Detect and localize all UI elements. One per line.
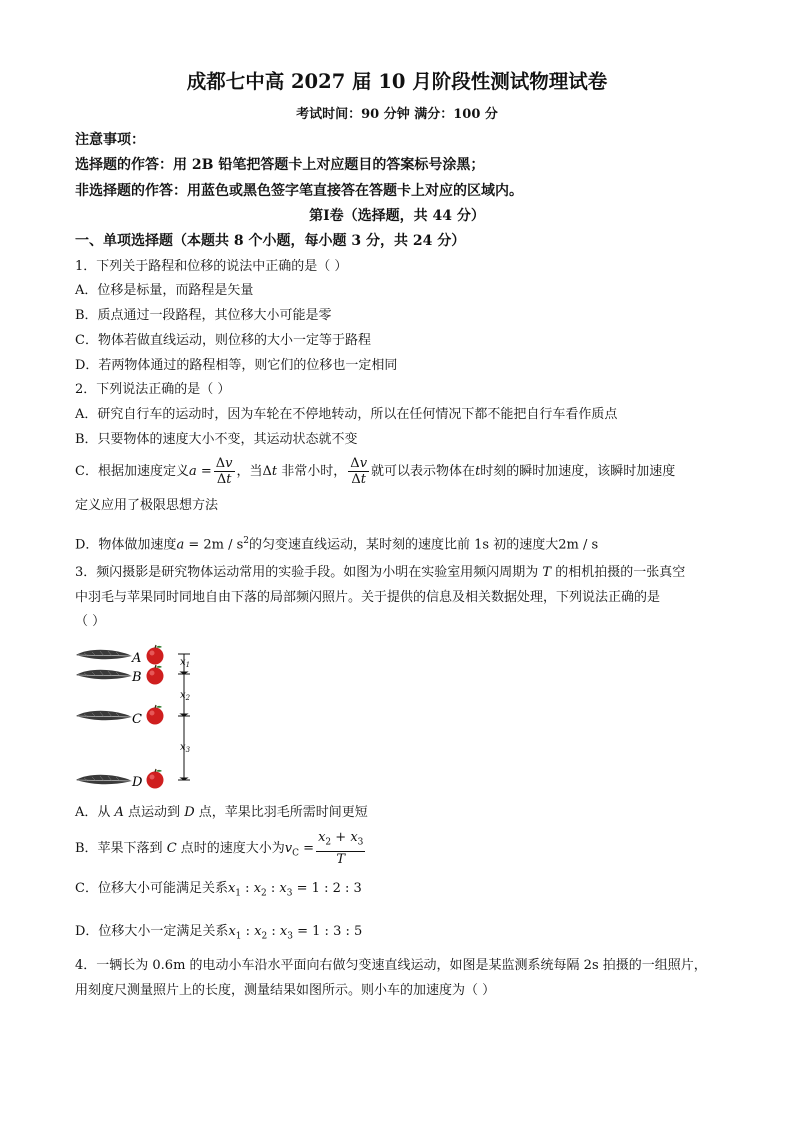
q3-line-1: 3．频闪摄影是研究物体运动常用的实验手段。如图为小明在实验室用频闪周期为 T 的相机拍摄的一张真空 [75,565,686,580]
part1-heading: 第Ⅰ卷（选择题，共 44 分） [309,208,485,224]
q3-d-text: D．位移大小一定满足关系 [75,924,229,939]
notes-line-1: 选择题的作答：用 2B 铅笔把答题卡上对应题目的答案标号涂黑； [75,157,485,173]
q4-line-2: 用刻度尺测量照片上的长度，测量结果如图所示。则小车的加速度为（ ） [75,983,496,998]
q2-option-c-line2: 定义应用了极限思想方法 [75,498,219,513]
x3-label: $x_3$ [180,742,191,754]
q3-line1-pre: 3．频闪摄影是研究物体运动常用的实验手段。如图为小明在实验室用频闪周期为 [75,565,539,580]
q3-line-3: （ ） [75,614,106,629]
displacement-markers [178,654,190,780]
q3-line1-post: 的相机拍摄的一张真空 [555,565,686,580]
q2-option-c: C．根据加速度定义a = $\frac{\Delta v}{\Delta t}$ ，当Δt 非常小时， $\frac{\Delta v}{\Delta t}$ 就可以表示物体在t时刻的瞬时加速度，该瞬时加速度 [75,456,676,487]
q3-b-post: 点时的速度大小为 [180,840,285,856]
q3-option-d: D．位移大小一定满足关系$x_1$ : $x_2$ : $x_3 = 1$ : 3 : 5 [75,924,363,942]
q1-option-c: C．物体若做直线运动，则位移的大小一定等于路程 [75,333,371,348]
label-a: A [132,651,142,666]
frame-d [76,769,164,790]
velocity-c-fraction: $\frac{x_2 + x_3}{T}$ [318,830,364,867]
exam-subtitle: 考试时间：90 分钟 满分：100 分 [296,107,498,122]
q2-option-b: B．只要物体的速度大小不变，其运动状态就不变 [75,432,358,447]
q2-stem: 2．下列说法正确的是（ ） [75,382,231,397]
q2-c-pre: C．根据加速度定义 [75,464,189,479]
q3-b-pre: B．苹果下落到 [75,840,163,856]
x1-label: $x_1$ [180,657,191,669]
frame-b [76,665,164,685]
q3-c-ratio: = 1 : 2 : 3 [296,881,362,896]
q3-c-text: C．位移大小可能满足关系 [75,881,228,896]
q3-option-c: C．位移大小可能满足关系$x_1$ : $x_2$ : $x_3 = 1$ : 2 : 3 [75,881,362,899]
q3-a-mid: 点运动到 [128,805,181,820]
label-c: C [132,712,142,727]
strobe-photo-figure [70,638,210,798]
q3-line-2: 中羽毛与苹果同时同地自由下落的局部频闪照片。关于提供的信息及相关数据处理，下列说法正确的是 [75,590,661,605]
exam-title: 成都七中高 2027 届 10 月阶段性测试物理试卷 [186,70,608,93]
q2-d-val: 2m / s [558,537,599,553]
q1-option-b: B．质点通过一段路程，其位移大小可能是零 [75,308,332,323]
frame-a [76,645,164,666]
q3-d-ratio: = 1 : 3 : 5 [297,924,363,939]
q3-a-post: 点，苹果比羽毛所需时间更短 [198,805,368,820]
label-b: B [132,670,142,685]
q2-option-d: D．物体做加速度$a = 2m / s^2$的匀变速直线运动，某时刻的速度比前 1s 初的速度大2m / s [75,536,599,553]
q2-c-mid3: 就可以表示物体在 [371,464,476,479]
q1-option-d: D．若两物体通过的路程相等，则它们的位移也一定相同 [75,358,398,373]
q2-option-a: A．研究自行车的运动时，因为车轮在不停地转动，所以在任何情况下都不能把自行车看作质点 [75,407,618,422]
q2-c-mid1: ，当 [236,464,263,479]
q4-line-1: 4．一辆长为 0.6m 的电动小车沿水平面向右做匀变速直线运动，如图是某监测系统每隔 2s 拍摄的一组照片， [75,958,707,973]
q2-d-pre: D．物体做加速度 [75,537,177,553]
q1-option-a: A．位移是标量，而路程是矢量 [75,283,254,298]
q2-c-post: 时刻的瞬时加速度，该瞬时加速度 [480,464,676,479]
q2-c-mid2: 非常小时， [281,464,347,479]
q3-a-pre: A．从 [75,805,111,820]
notes-line-2: 非选择题的作答：用蓝色或黑色签字笔直接答在答题卡上对应的区域内。 [75,183,523,199]
label-d: D [132,775,143,790]
frame-c [76,705,164,727]
q2-d-mid: 的匀变速直线运动，某时刻的速度比前 1s 初的速度大 [249,537,559,553]
q3-option-a: A．从 A 点运动到 D 点，苹果比羽毛所需时间更短 [75,805,368,820]
q1-stem: 1．下列关于路程和位移的说法中正确的是（ ） [75,259,348,274]
accel-fraction: $\frac{\Delta v}{\Delta t}$ [350,456,368,487]
notes-heading: 注意事项： [75,132,145,148]
x2-label: $x_2$ [180,690,191,702]
accel-definition-fraction: $\frac{\Delta v}{\Delta t}$ [215,456,233,487]
section-heading: 一、单项选择题（本题共 8 个小题，每小题 3 分，共 24 分） [75,233,466,249]
q3-option-b: B．苹果下落到 C 点时的速度大小为$v_C$ = $\frac{x_2 + x_3}{T}$ [75,830,364,867]
